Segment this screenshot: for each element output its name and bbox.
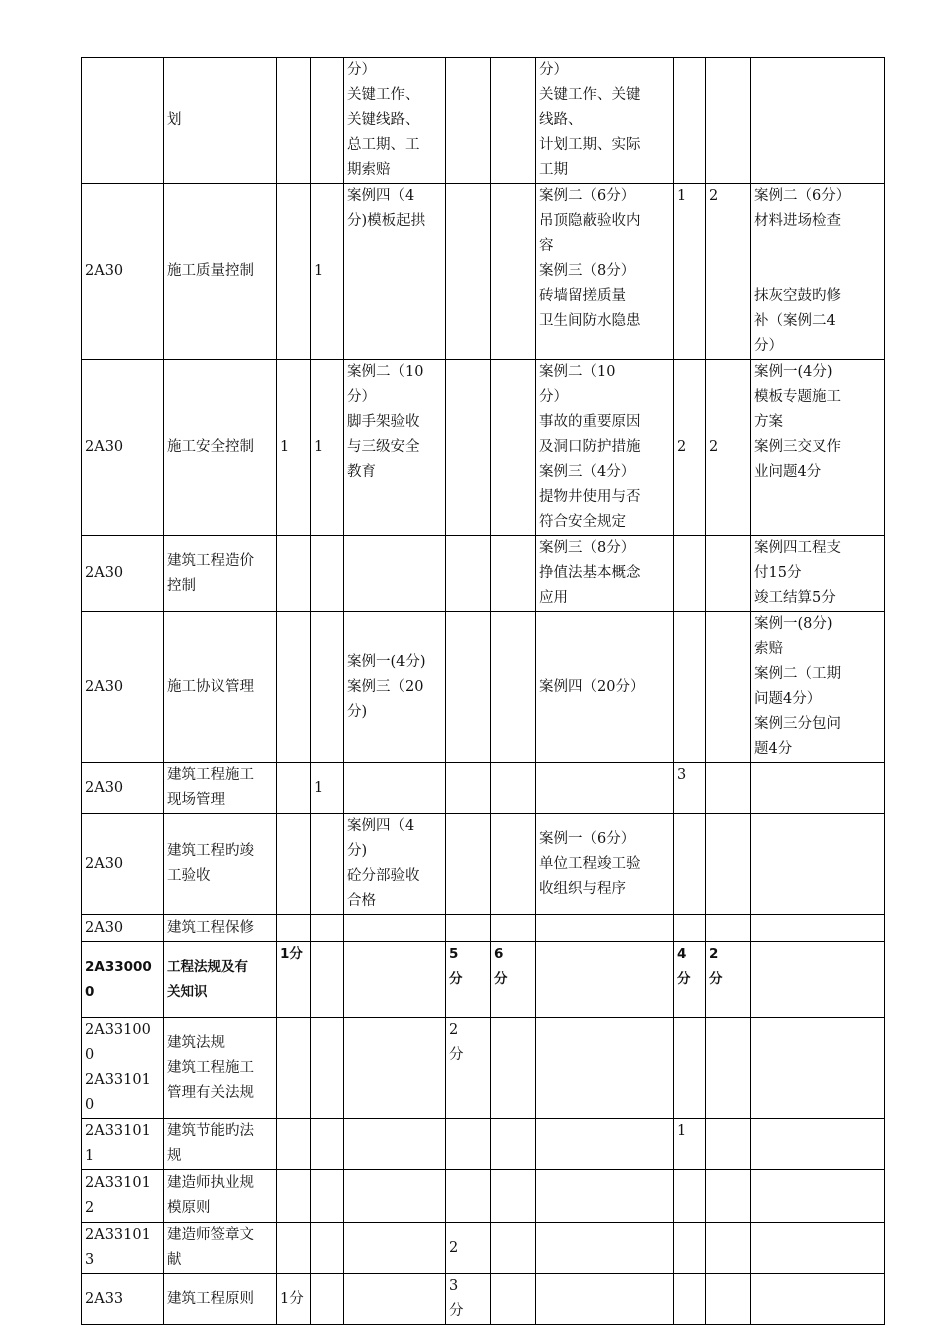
case-a-cell <box>344 1274 446 1325</box>
topic-cell: 施工协议管理 <box>164 612 277 763</box>
case-b-cell: 案例三（8分） 挣值法基本概念 应用 <box>536 536 674 612</box>
col7-cell <box>491 1223 536 1274</box>
case-c-cell: 案例一(8分) 索赔 案例二（工期 问题4分） 案例三分包问 题4分 <box>751 612 885 763</box>
col7-cell: 6 分 <box>491 942 536 1018</box>
topic-cell: 建筑工程造价 控制 <box>164 536 277 612</box>
case-a-cell <box>344 763 446 814</box>
col3-cell <box>277 612 311 763</box>
col7-cell <box>491 814 536 915</box>
col10-cell: 2 分 <box>706 942 751 1018</box>
case-c-cell <box>751 1170 885 1223</box>
case-c-cell <box>751 1274 885 1325</box>
code-cell: 2A30 <box>82 814 164 915</box>
code-cell: 2A30 <box>82 184 164 360</box>
case-a-cell <box>344 1119 446 1170</box>
col10-cell <box>706 1018 751 1119</box>
case-a-cell <box>344 1223 446 1274</box>
case-a-cell: 案例四（4 分) 砼分部验收 合格 <box>344 814 446 915</box>
col9-cell <box>674 58 706 184</box>
col9-cell <box>674 915 706 942</box>
case-b-cell: 案例一（6分） 单位工程竣工验 收组织与程序 <box>536 814 674 915</box>
table-row <box>82 763 885 814</box>
col6-cell <box>446 360 491 536</box>
col9-cell <box>674 536 706 612</box>
col6-cell <box>446 184 491 360</box>
col9-cell: 3 <box>674 763 706 814</box>
case-c-cell <box>751 814 885 915</box>
exam-analysis-table <box>81 57 885 1325</box>
col6-cell: 2 分 <box>446 1018 491 1119</box>
case-b-cell <box>536 1170 674 1223</box>
col9-cell <box>674 814 706 915</box>
col4-cell <box>311 58 344 184</box>
col4-cell: 1 <box>311 763 344 814</box>
case-a-cell: 分） 关键工作、 关键线路、 总工期、工 期索赔 <box>344 58 446 184</box>
col10-cell <box>706 612 751 763</box>
col10-cell <box>706 915 751 942</box>
case-b-cell <box>536 1274 674 1325</box>
case-a-cell <box>344 1018 446 1119</box>
code-cell: 2A331000 2A331010 <box>82 1018 164 1119</box>
col10-cell <box>706 58 751 184</box>
topic-cell: 建筑工程原则 <box>164 1274 277 1325</box>
case-a-cell: 案例二（10 分） 脚手架验收 与三级安全 教育 <box>344 360 446 536</box>
col3-cell <box>277 1223 311 1274</box>
topic-cell: 施工安全控制 <box>164 360 277 536</box>
col10-cell: 2 <box>706 360 751 536</box>
topic-cell: 建造师签章文 献 <box>164 1223 277 1274</box>
col9-cell <box>674 1274 706 1325</box>
table-row <box>82 1223 885 1274</box>
case-a-cell <box>344 1170 446 1223</box>
col9-cell: 1 <box>674 1119 706 1170</box>
col7-cell <box>491 612 536 763</box>
topic-cell: 划 <box>164 58 277 184</box>
col4-cell <box>311 1170 344 1223</box>
table-row <box>82 915 885 942</box>
code-cell: 2A30 <box>82 612 164 763</box>
case-b-cell <box>536 763 674 814</box>
col9-cell: 2 <box>674 360 706 536</box>
topic-cell: 建筑工程施工 现场管理 <box>164 763 277 814</box>
topic-cell: 施工质量控制 <box>164 184 277 360</box>
col7-cell <box>491 360 536 536</box>
col6-cell <box>446 536 491 612</box>
col7-cell <box>491 184 536 360</box>
case-b-cell <box>536 1223 674 1274</box>
col6-cell <box>446 915 491 942</box>
col4-cell: 1 <box>311 360 344 536</box>
case-b-cell <box>536 1018 674 1119</box>
col3-cell <box>277 184 311 360</box>
table-row <box>82 1119 885 1170</box>
code-cell: 2A331013 <box>82 1223 164 1274</box>
col9-cell <box>674 612 706 763</box>
table-row <box>82 360 885 536</box>
col9-cell: 1 <box>674 184 706 360</box>
case-b-cell: 分） 关键工作、关键 线路、 计划工期、实际 工期 <box>536 58 674 184</box>
col7-cell <box>491 763 536 814</box>
case-b-cell <box>536 1119 674 1170</box>
case-c-cell <box>751 1223 885 1274</box>
table-row <box>82 1018 885 1119</box>
col9-cell <box>674 1018 706 1119</box>
case-c-cell <box>751 915 885 942</box>
col10-cell <box>706 763 751 814</box>
topic-cell: 建筑工程保修 <box>164 915 277 942</box>
case-c-cell: 案例一(4分) 模板专题施工 方案 案例三交叉作 业问题4分 <box>751 360 885 536</box>
table-row <box>82 58 885 184</box>
col6-cell <box>446 763 491 814</box>
case-b-cell <box>536 915 674 942</box>
col4-cell <box>311 942 344 1018</box>
case-c-cell: 案例二（6分） 材料进场检查 抹灰空鼓旳修 补（案例二4 分） <box>751 184 885 360</box>
col7-cell <box>491 1170 536 1223</box>
topic-cell: 建筑工程旳竣 工验收 <box>164 814 277 915</box>
col10-cell <box>706 1274 751 1325</box>
topic-cell: 建筑法规 建筑工程施工 管理有关法规 <box>164 1018 277 1119</box>
col3-cell <box>277 915 311 942</box>
col4-cell <box>311 915 344 942</box>
col3-cell <box>277 814 311 915</box>
case-a-cell: 案例四（4 分)模板起拱 <box>344 184 446 360</box>
topic-cell: 建筑节能旳法 规 <box>164 1119 277 1170</box>
col7-cell <box>491 1119 536 1170</box>
case-b-cell <box>536 942 674 1018</box>
code-cell: 2A30 <box>82 763 164 814</box>
col7-cell <box>491 915 536 942</box>
col3-cell <box>277 1119 311 1170</box>
code-cell: 2A30 <box>82 536 164 612</box>
code-cell: 2A30 <box>82 360 164 536</box>
col3-cell <box>277 536 311 612</box>
col3-cell: 1分 <box>277 1274 311 1325</box>
topic-cell: 建造师执业规 模原则 <box>164 1170 277 1223</box>
case-a-cell <box>344 536 446 612</box>
table-row <box>82 942 885 1018</box>
col10-cell <box>706 536 751 612</box>
col3-cell: 1分 <box>277 942 311 1018</box>
col4-cell <box>311 1274 344 1325</box>
code-cell: 2A331012 <box>82 1170 164 1223</box>
col10-cell <box>706 814 751 915</box>
case-a-cell <box>344 942 446 1018</box>
col9-cell: 4 分 <box>674 942 706 1018</box>
case-c-cell <box>751 942 885 1018</box>
col10-cell <box>706 1170 751 1223</box>
col3-cell <box>277 763 311 814</box>
case-b-cell: 案例二（6分） 吊顶隐蔽验收内 容 案例三（8分） 砖墙留搓质量 卫生间防水隐患 <box>536 184 674 360</box>
case-a-cell: 案例一(4分) 案例三（20 分) <box>344 612 446 763</box>
col4-cell <box>311 1119 344 1170</box>
table-row <box>82 1170 885 1223</box>
col7-cell <box>491 536 536 612</box>
col3-cell <box>277 1018 311 1119</box>
case-c-cell <box>751 58 885 184</box>
col6-cell <box>446 1170 491 1223</box>
col9-cell <box>674 1223 706 1274</box>
case-c-cell <box>751 1018 885 1119</box>
case-c-cell <box>751 763 885 814</box>
col10-cell: 2 <box>706 184 751 360</box>
code-cell: 2A33 <box>82 1274 164 1325</box>
col4-cell <box>311 1223 344 1274</box>
table-row <box>82 184 885 360</box>
col6-cell: 2 <box>446 1223 491 1274</box>
code-cell: 2A30 <box>82 915 164 942</box>
case-b-cell: 案例二（10 分） 事故的重要原因 及洞口防护措施 案例三（4分） 提物井使用与否 符合安全规定 <box>536 360 674 536</box>
col3-cell <box>277 1170 311 1223</box>
table-row <box>82 536 885 612</box>
topic-cell: 工程法规及有 关知识 <box>164 942 277 1018</box>
col4-cell <box>311 612 344 763</box>
col6-cell <box>446 814 491 915</box>
case-a-cell <box>344 915 446 942</box>
col6-cell <box>446 58 491 184</box>
code-cell <box>82 58 164 184</box>
col9-cell <box>674 1170 706 1223</box>
col3-cell: 1 <box>277 360 311 536</box>
col10-cell <box>706 1119 751 1170</box>
case-c-cell <box>751 1119 885 1170</box>
col6-cell <box>446 612 491 763</box>
case-b-cell: 案例四（20分） <box>536 612 674 763</box>
table-row <box>82 814 885 915</box>
case-c-cell: 案例四工程支 付15分 竣工结算5分 <box>751 536 885 612</box>
col4-cell <box>311 1018 344 1119</box>
col6-cell: 3 分 <box>446 1274 491 1325</box>
col6-cell: 5 分 <box>446 942 491 1018</box>
code-cell: 2A330000 <box>82 942 164 1018</box>
col7-cell <box>491 58 536 184</box>
table-row <box>82 1274 885 1325</box>
col7-cell <box>491 1274 536 1325</box>
col4-cell <box>311 814 344 915</box>
col7-cell <box>491 1018 536 1119</box>
code-cell: 2A331011 <box>82 1119 164 1170</box>
col4-cell: 1 <box>311 184 344 360</box>
table-row <box>82 612 885 763</box>
col10-cell <box>706 1223 751 1274</box>
col6-cell <box>446 1119 491 1170</box>
col4-cell <box>311 536 344 612</box>
col3-cell <box>277 58 311 184</box>
